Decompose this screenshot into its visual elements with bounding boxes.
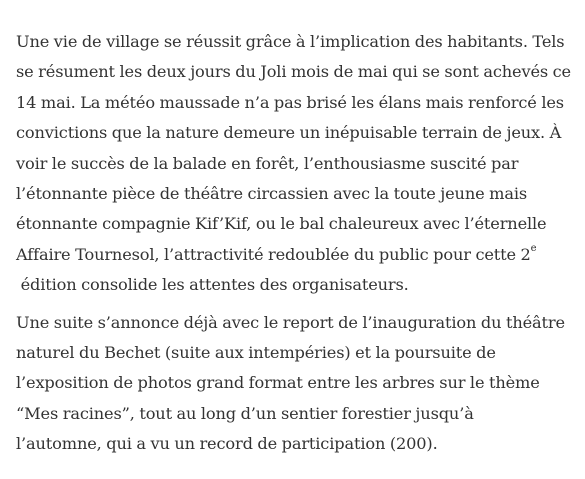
paragraph-line: Une suite s’annonce déjà avec le report de l’inauguration du théâtre [16,312,565,332]
paragraph-line: l’automne, qui a vu un record de participation (200). [16,434,438,454]
paragraph-line: étonnante compagnie Kif’Kif, ou le bal chaleureux avec l’éternelle [16,214,547,234]
paragraph-line: l’étonnante pièce de théâtre circassien avec la toute jeune mais [16,184,528,204]
paragraph-line: convictions que la nature demeure un inépuisable terrain de jeux. À [16,123,562,143]
paragraph-line: Une vie de village se réussit grâce à l’implication des habitants. Tels [16,32,565,51]
paragraph-2 [16,308,576,460]
article-body [16,27,576,460]
paragraph-line: voir le succès de la balade en forêt, l’enthousiasme suscité par [16,153,519,173]
paragraph-line: “Mes racines”, tout au long d’un sentier forestier jusqu’à [16,403,474,423]
paragraph-line: 14 mai. La météo maussade n’a pas brisé les élans mais renforcé les [16,92,564,112]
paragraph-line [16,240,576,270]
paragraph-line: l’exposition de photos grand format entre les arbres sur le thème [16,373,540,393]
paragraph-1 [16,27,576,301]
paragraph-line: naturel du Bechet (suite aux intempéries) et la poursuite de [16,343,496,363]
paragraph-line-text: Affaire Tournesol, l’attractivité redoublée du public pour cette 2 [16,244,531,264]
ordinal-superscript: e [530,243,537,255]
paragraph-line: se résument les deux jours du Joli mois de mai qui se sont achevés ce [16,62,571,82]
paragraph-line: édition consolide les attentes des organisateurs. [16,275,409,295]
